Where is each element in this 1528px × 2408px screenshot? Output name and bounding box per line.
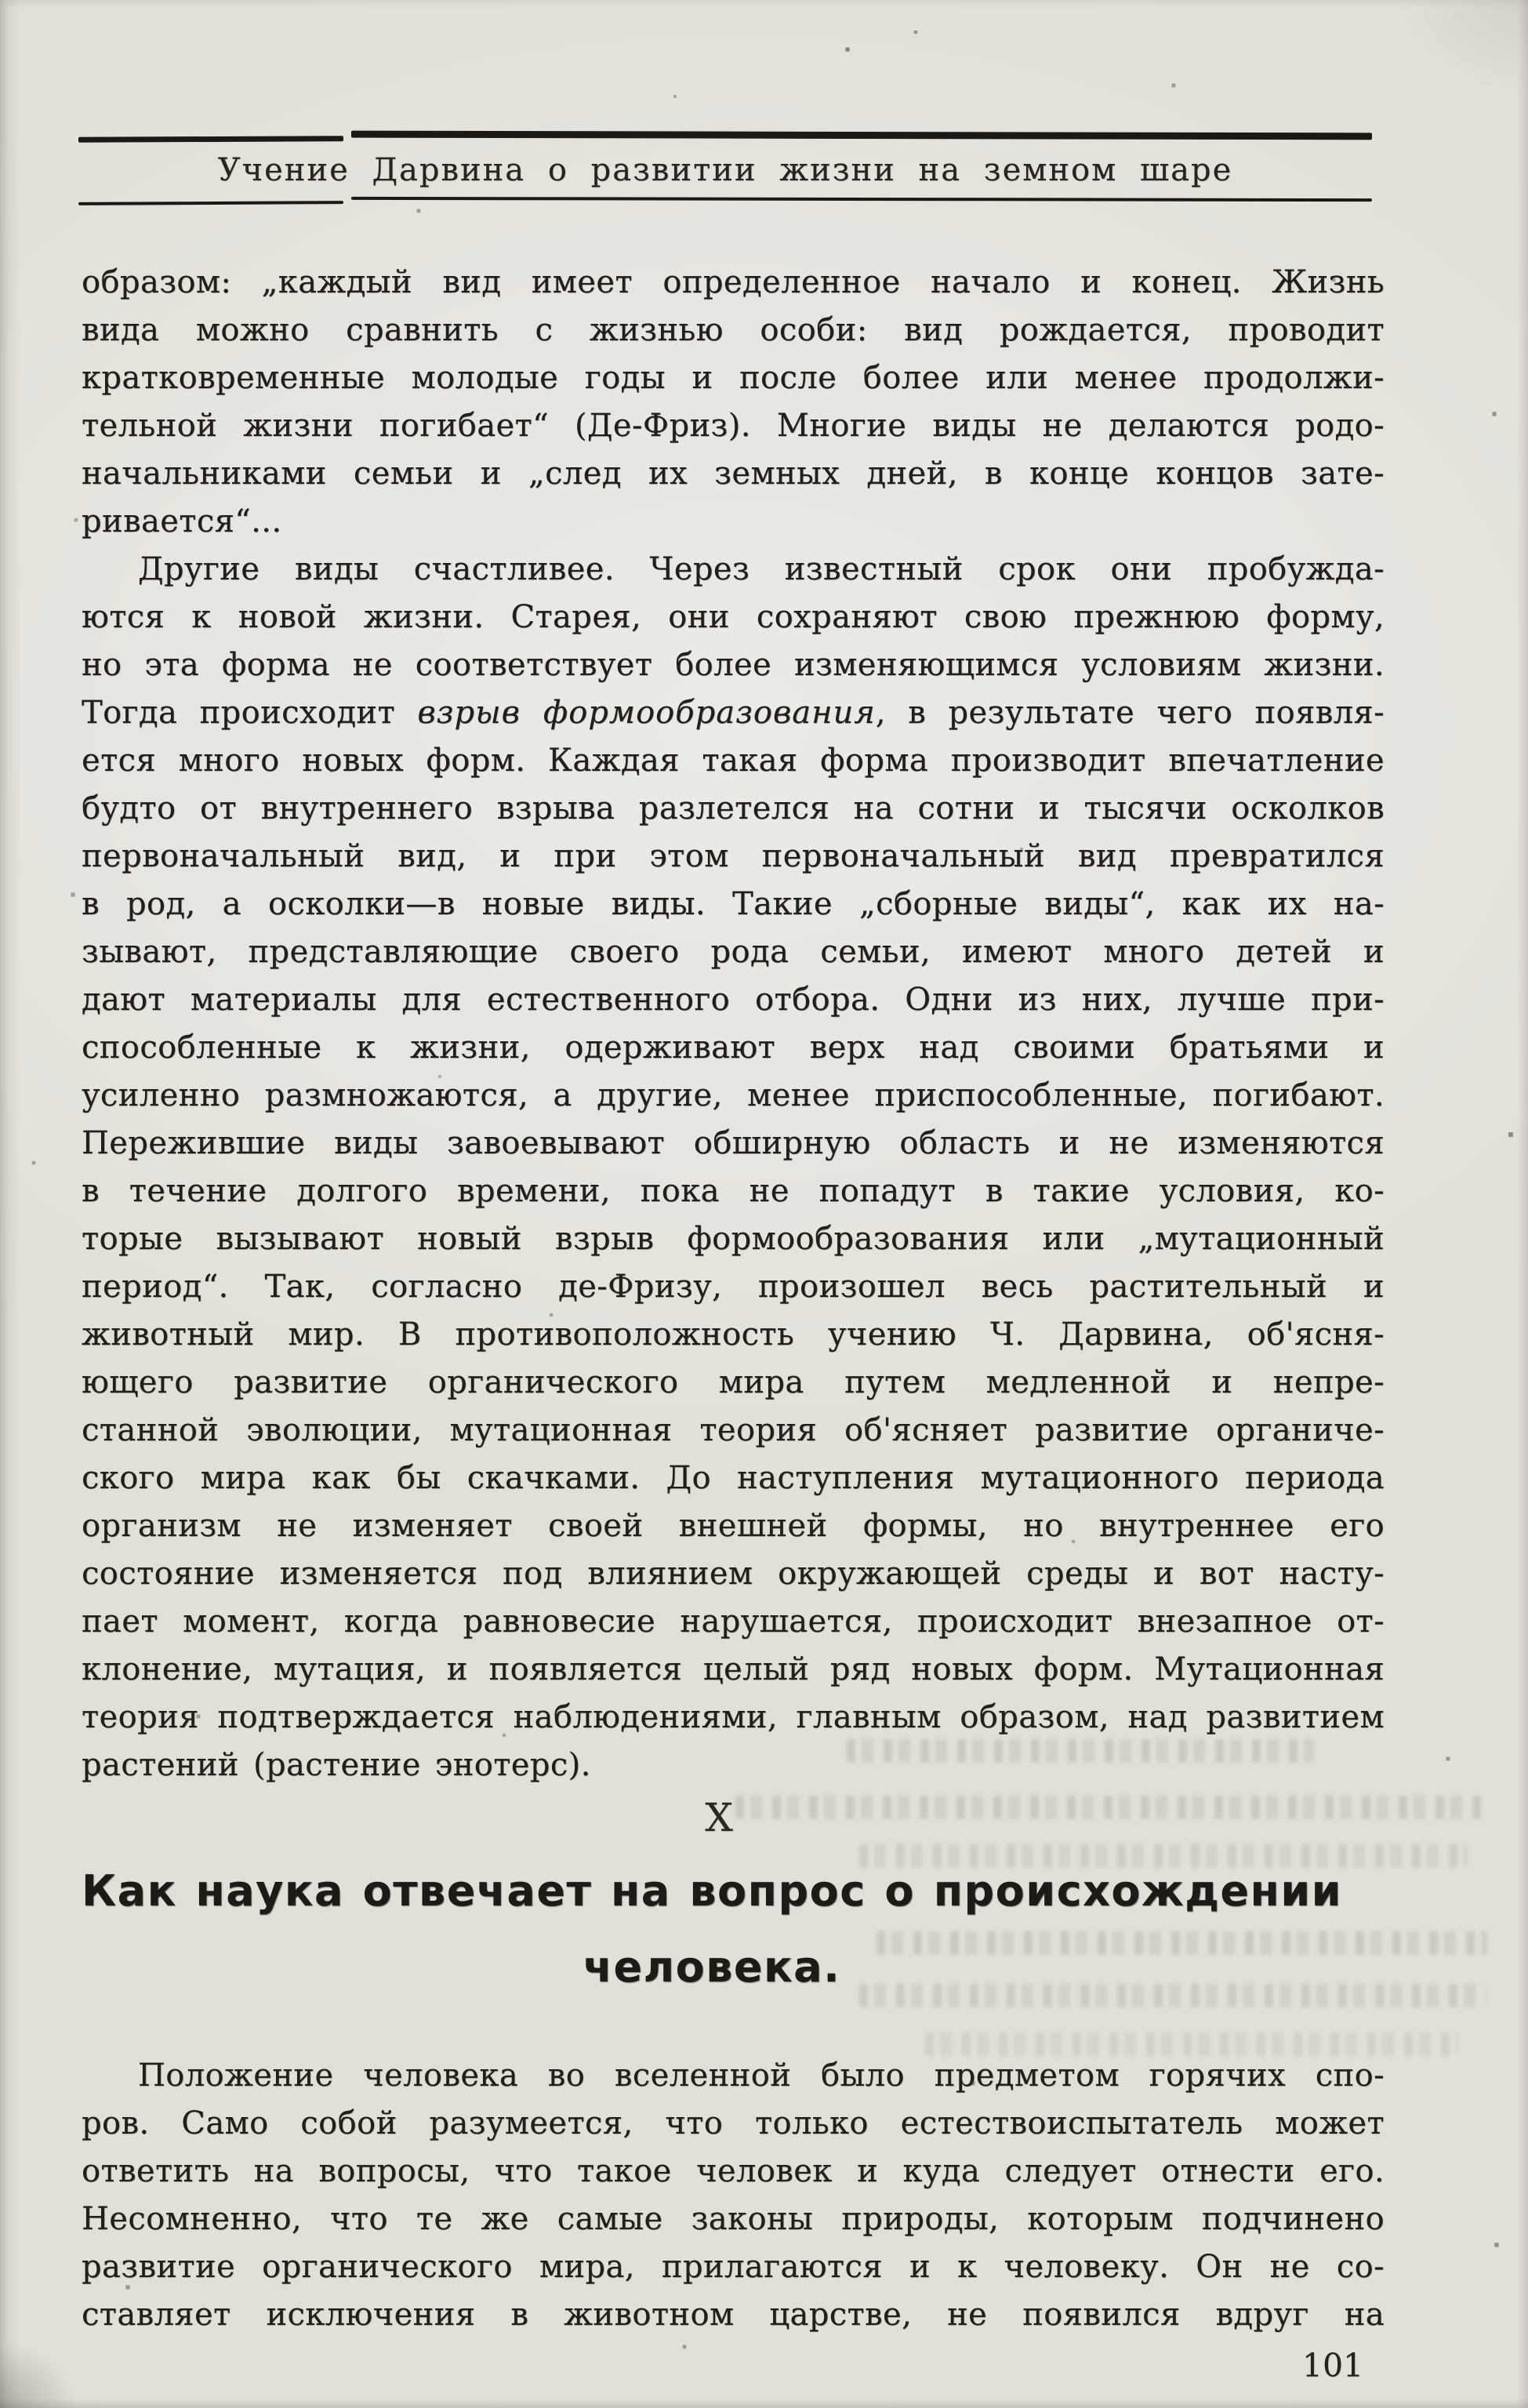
text-line: ского мира как бы скачками. До наступления мутационного периода <box>82 1460 1385 1496</box>
text-line: способленные к жизни, одерживают верх над своими братьями и <box>82 1030 1385 1066</box>
text-line: ривается“... <box>82 503 282 539</box>
text-line: кратковременные молодые годы и после более или менее продолжи- <box>82 360 1385 396</box>
text-line: ющего развитие органического мира путем медленной и непре- <box>82 1364 1385 1400</box>
chapter-number: X <box>705 1795 733 1840</box>
text-line: организм не изменяет своей внешней формы, но внутреннее его <box>82 1508 1385 1544</box>
text-line: начальниками семьи и „след их земных дней, в конце концов зате- <box>82 456 1385 492</box>
text-line: Положение человека во вселенной было предметом горячих спо- <box>138 2058 1385 2094</box>
text-line: но эта форма не соответствует более изменяющимся условиям жизни. <box>82 647 1385 683</box>
header-rule-thick-right <box>351 131 1372 140</box>
paper-specks <box>0 0 2 2</box>
text-segment: Тогда происходит <box>82 695 418 731</box>
text-line: состояние изменяется под влиянием окружающей среды и вот насту- <box>82 1556 1385 1592</box>
text-line: тельной жизни погибает“ (Де-Фриз). Многие виды не делаются родо- <box>82 408 1385 444</box>
chapter-title-line-1: Как наука отвечает на вопрос о происхождении <box>82 1866 1342 1916</box>
text-line: ется много новых форм. Каждая такая форма производит впечатление <box>82 743 1385 779</box>
text-line: будто от внутреннего взрыва разлетелся на сотни и тысячи осколков <box>82 790 1385 826</box>
text-line: период“. Так, согласно де-Фризу, произошел весь растительный и <box>82 1269 1385 1305</box>
bleedthrough-artifact <box>847 1739 1314 1763</box>
header-rule-thin-right <box>351 197 1372 202</box>
italic-phrase: взрыв формообразования <box>417 695 876 731</box>
header-rule-thin-left <box>78 201 343 205</box>
body-text-after-heading <box>82 2052 1385 2339</box>
text-line: клонение, мутация, и появляется целый ряд новых форм. Мутационная <box>82 1651 1385 1687</box>
text-line: Другие виды счастливее. Через известный срок они пробужда- <box>138 551 1385 587</box>
text-line: станной эволюции, мутационная теория об'ясняет развитие органиче- <box>82 1412 1385 1448</box>
text-segment: , в результате чего появля- <box>875 695 1385 731</box>
text-line: развитие органического мира, прилагаются и к человеку. Он не со- <box>82 2249 1385 2285</box>
header-rule-thick-left <box>78 136 343 142</box>
text-line: ются к новой жизни. Старея, они сохраняют свою прежнюю форму, <box>82 599 1385 635</box>
text-line: первоначальный вид, и при этом первоначальный вид превратился <box>82 838 1385 874</box>
text-line: растений (растение энотерс). <box>82 1747 591 1783</box>
text-line: животный мир. В противоположность учению Ч. Дарвина, об'ясня- <box>82 1317 1385 1353</box>
chapter-title-line-2: человека. <box>583 1942 841 1992</box>
text-line: ставляет исключения в животном царстве, не появился вдруг на <box>82 2297 1385 2333</box>
text-line: торые вызывают новый взрыв формообразования или „мутационный <box>82 1221 1385 1257</box>
text-line: дают материалы для естественного отбора. Одни из них, лучше при- <box>82 982 1385 1018</box>
text-line: Несомненно, что те же самые законы природы, которым подчинено <box>82 2201 1385 2237</box>
text-line: ров. Само собой разумеется, что только естествоиспытатель может <box>82 2105 1385 2141</box>
running-header: Учение Дарвина о развитии жизни на земном шаре <box>217 152 1233 188</box>
body-text-before-heading <box>82 259 1385 1789</box>
text-line: образом: „каждый вид имеет определенное начало и конец. Жизнь <box>82 264 1385 300</box>
text-line: усиленно размножаются, а другие, менее приспособленные, погибают. <box>82 1077 1385 1113</box>
text-line: теория подтверждается наблюдениями, главным образом, над развитием <box>82 1699 1385 1735</box>
text-line: ответить на вопросы, что такое человек и куда следует отнести его. <box>82 2153 1385 2189</box>
text-line: в род, а осколки—в новые виды. Такие „сборные виды“, как их на- <box>82 886 1385 922</box>
text-line: вида можно сравнить с жизнью особи: вид рождается, проводит <box>82 312 1385 348</box>
page-number: 101 <box>1301 2347 1364 2384</box>
text-line: в течение долгого времени, пока не попадут в такие условия, ко- <box>82 1173 1385 1209</box>
text-line: пает момент, когда равновесие нарушается, происходит внезапное от- <box>82 1604 1385 1640</box>
text-line <box>82 689 1385 737</box>
text-line: Пережившие виды завоевывают обширную область и не изменяются <box>82 1125 1385 1161</box>
text-line: зывают, представляющие своего рода семьи, имеют много детей и <box>82 934 1385 970</box>
